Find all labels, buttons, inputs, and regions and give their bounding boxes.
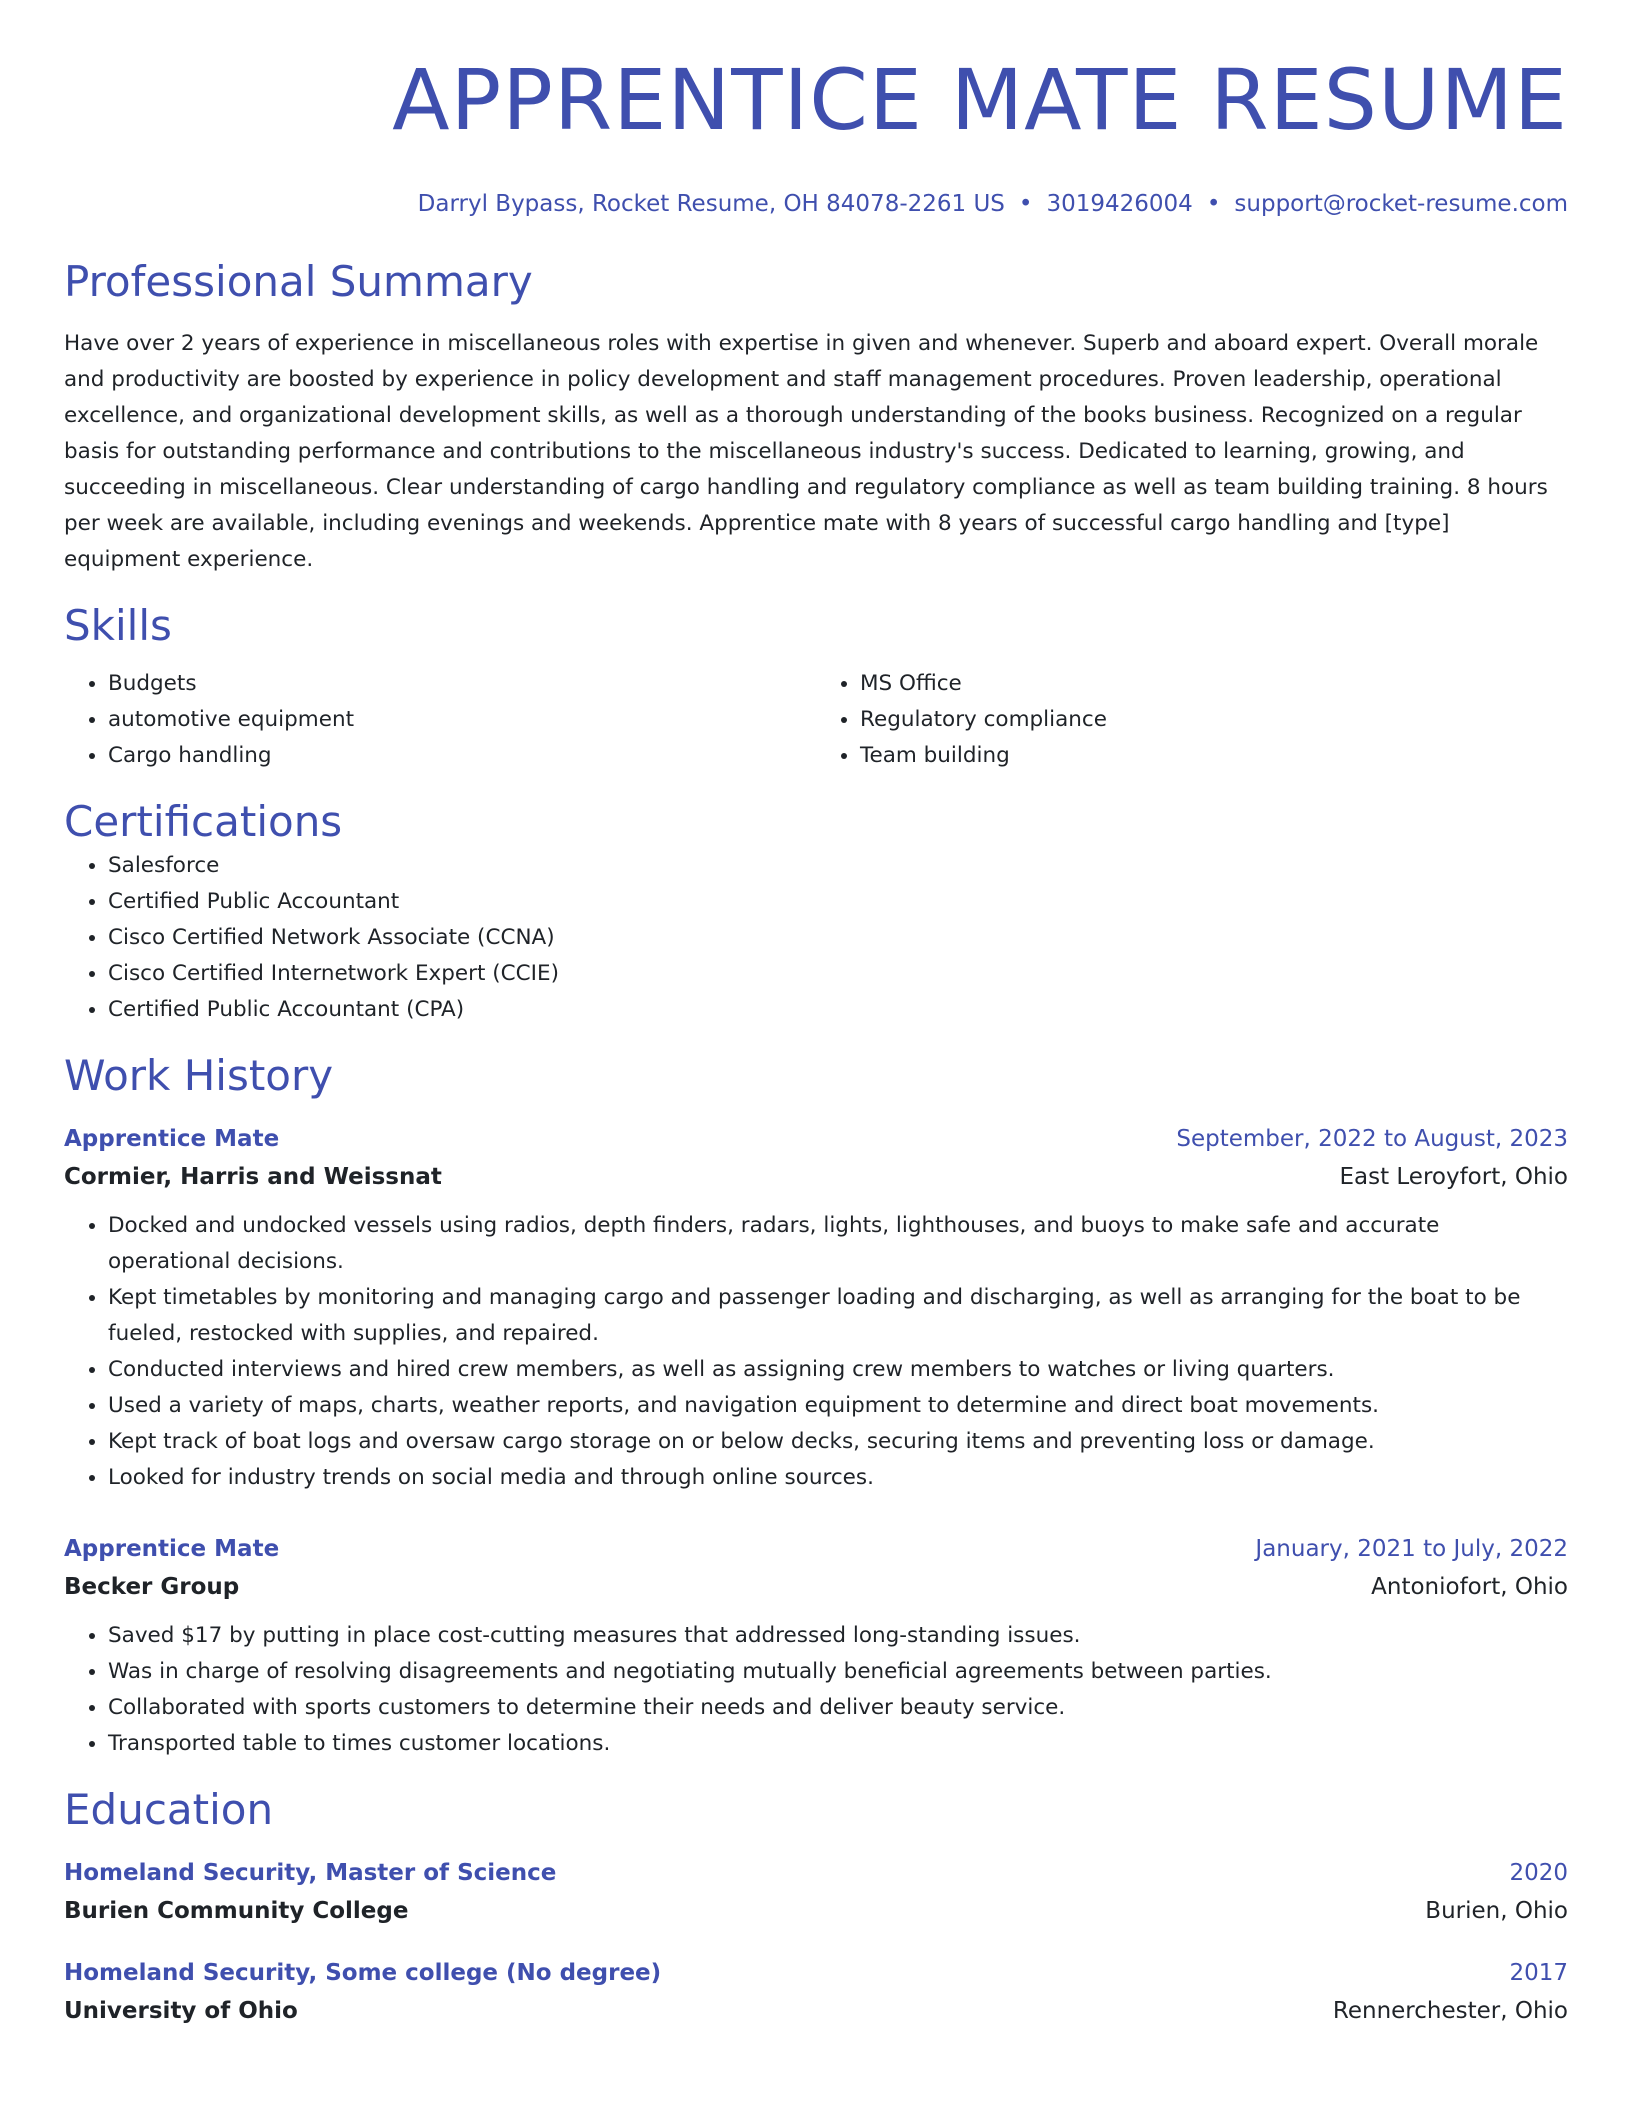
education-section: [64, 1784, 1568, 2030]
education-school: Burien Community College: [64, 1898, 409, 1924]
education-year: 2017: [1509, 1960, 1568, 1986]
education-location: Burien, Ohio: [1425, 1898, 1568, 1924]
job-dates: January, 2021 to July, 2022: [1255, 1536, 1568, 1562]
certification-item: • Cisco Certified Internetwork Expert (CCIE): [108, 956, 1568, 992]
contact-address: Darryl Bypass, Rocket Resume, OH 84078-2261 US: [417, 191, 1005, 217]
education-degree: Homeland Security, Master of Science: [64, 1860, 557, 1886]
job-bullet: • Collaborated with sports customers to determine their needs and deliver beauty service.: [108, 1690, 1568, 1726]
certification-item: • Certified Public Accountant (CPA): [108, 992, 1568, 1028]
education-heading: Education: [64, 1785, 274, 1834]
education-school-row: [64, 1992, 1568, 2030]
summary-section: [64, 256, 1568, 578]
job-bullet: • Was in charge of resolving disagreements and negotiating mutually beneficial agreements between parties.: [108, 1654, 1568, 1690]
contact-separator: •: [1018, 191, 1033, 217]
job-bullet: • Looked for industry trends on social media and through online sources.: [108, 1460, 1568, 1496]
job-company-row: [64, 1568, 1568, 1606]
skill-item: • automotive equipment: [108, 702, 816, 738]
education-entry: [64, 1854, 1568, 1930]
education-school-row: [64, 1892, 1568, 1930]
certifications-list: [64, 848, 1568, 1028]
skills-list-left: [64, 666, 816, 774]
job-role: Apprentice Mate: [64, 1126, 280, 1152]
education-degree: Homeland Security, Some college (No degree): [64, 1960, 662, 1986]
contact-line: [64, 190, 1568, 218]
summary-text: Have over 2 years of experience in miscellaneous roles with expertise in given and whenever. Superb and aboard expert. Overall morale and productivity are boosted by experience in policy development and staff management procedures. Proven leadership, operational excellence, and organizational development skills, as well as a thorough understanding of the books business. Recognized on a regular basis for outstanding performance and contributions to the miscellaneous industry's success. Dedicated to learning, growing, and succeeding in miscellaneous. Clear understanding of cargo handling and regulatory compliance as well as team building training. 8 hours per week are available, including evenings and weekends. Apprentice mate with 8 years of successful cargo handling and [type] equipment experience.: [64, 331, 1548, 572]
resume-header: [64, 0, 1568, 218]
education-entry: [64, 1954, 1568, 2030]
certifications-heading: Certifications: [64, 797, 343, 846]
work-history-heading: Work History: [64, 1051, 334, 1100]
certification-item: • Cisco Certified Network Associate (CCNA): [108, 920, 1568, 956]
job-title-row: [64, 1530, 1568, 1568]
certification-item: • Salesforce: [108, 848, 1568, 884]
job-bullet: • Used a variety of maps, charts, weather reports, and navigation equipment to determine and direct boat movements.: [108, 1388, 1568, 1424]
job-title-row: [64, 1120, 1568, 1158]
contact-email: support@rocket-resume.com: [1234, 191, 1568, 217]
skills-section: [64, 600, 1568, 774]
job-company: Cormier, Harris and Weissnat: [64, 1164, 442, 1190]
resume-title: APPRENTICE MATE RESUME: [392, 51, 1568, 149]
job-location: Antoniofort, Ohio: [1371, 1574, 1568, 1600]
contact-separator: •: [1206, 191, 1221, 217]
education-degree-row: [64, 1954, 1568, 1992]
skills-list-right: [816, 666, 1568, 774]
job-bullets: [64, 1618, 1568, 1762]
education-degree-row: [64, 1854, 1568, 1892]
work-history-section: [64, 1050, 1568, 1762]
job-location: East Leroyfort, Ohio: [1339, 1164, 1568, 1190]
certifications-section: [64, 796, 1568, 1028]
job-company-row: [64, 1158, 1568, 1196]
certification-item: • Certified Public Accountant: [108, 884, 1568, 920]
job-bullet: • Saved $17 by putting in place cost-cutting measures that addressed long-standing issues.: [108, 1618, 1568, 1654]
skills-heading: Skills: [64, 601, 172, 650]
job-company: Becker Group: [64, 1574, 240, 1600]
education-school: University of Ohio: [64, 1998, 298, 2024]
skill-item: • Regulatory compliance: [860, 702, 1568, 738]
skill-item: • Cargo handling: [108, 738, 816, 774]
skill-item: • MS Office: [860, 666, 1568, 702]
job-bullet: • Docked and undocked vessels using radios, depth finders, radars, lights, lighthouses, and buoys to make safe and accurate operational decisions.: [108, 1208, 1568, 1280]
summary-heading: Professional Summary: [64, 257, 533, 306]
education-year: 2020: [1509, 1860, 1568, 1886]
job-role: Apprentice Mate: [64, 1536, 280, 1562]
job-entry: [64, 1530, 1568, 1762]
job-bullets: [64, 1208, 1568, 1496]
job-bullet: • Transported table to times customer locations.: [108, 1726, 1568, 1762]
skill-item: • Budgets: [108, 666, 816, 702]
job-bullet: • Kept timetables by monitoring and managing cargo and passenger loading and discharging, as well as arranging for the boat to be fueled, restocked with supplies, and repaired.: [108, 1280, 1568, 1352]
job-dates: September, 2022 to August, 2023: [1176, 1126, 1568, 1152]
job-bullet: • Conducted interviews and hired crew members, as well as assigning crew members to watches or living quarters.: [108, 1352, 1568, 1388]
education-location: Rennerchester, Ohio: [1332, 1998, 1568, 2024]
contact-phone: 3019426004: [1046, 191, 1193, 217]
skills-grid: [64, 666, 1568, 774]
job-entry: [64, 1120, 1568, 1496]
job-bullet: • Kept track of boat logs and oversaw cargo storage on or below decks, securing items and preventing loss or damage.: [108, 1424, 1568, 1460]
skill-item: • Team building: [860, 738, 1568, 774]
